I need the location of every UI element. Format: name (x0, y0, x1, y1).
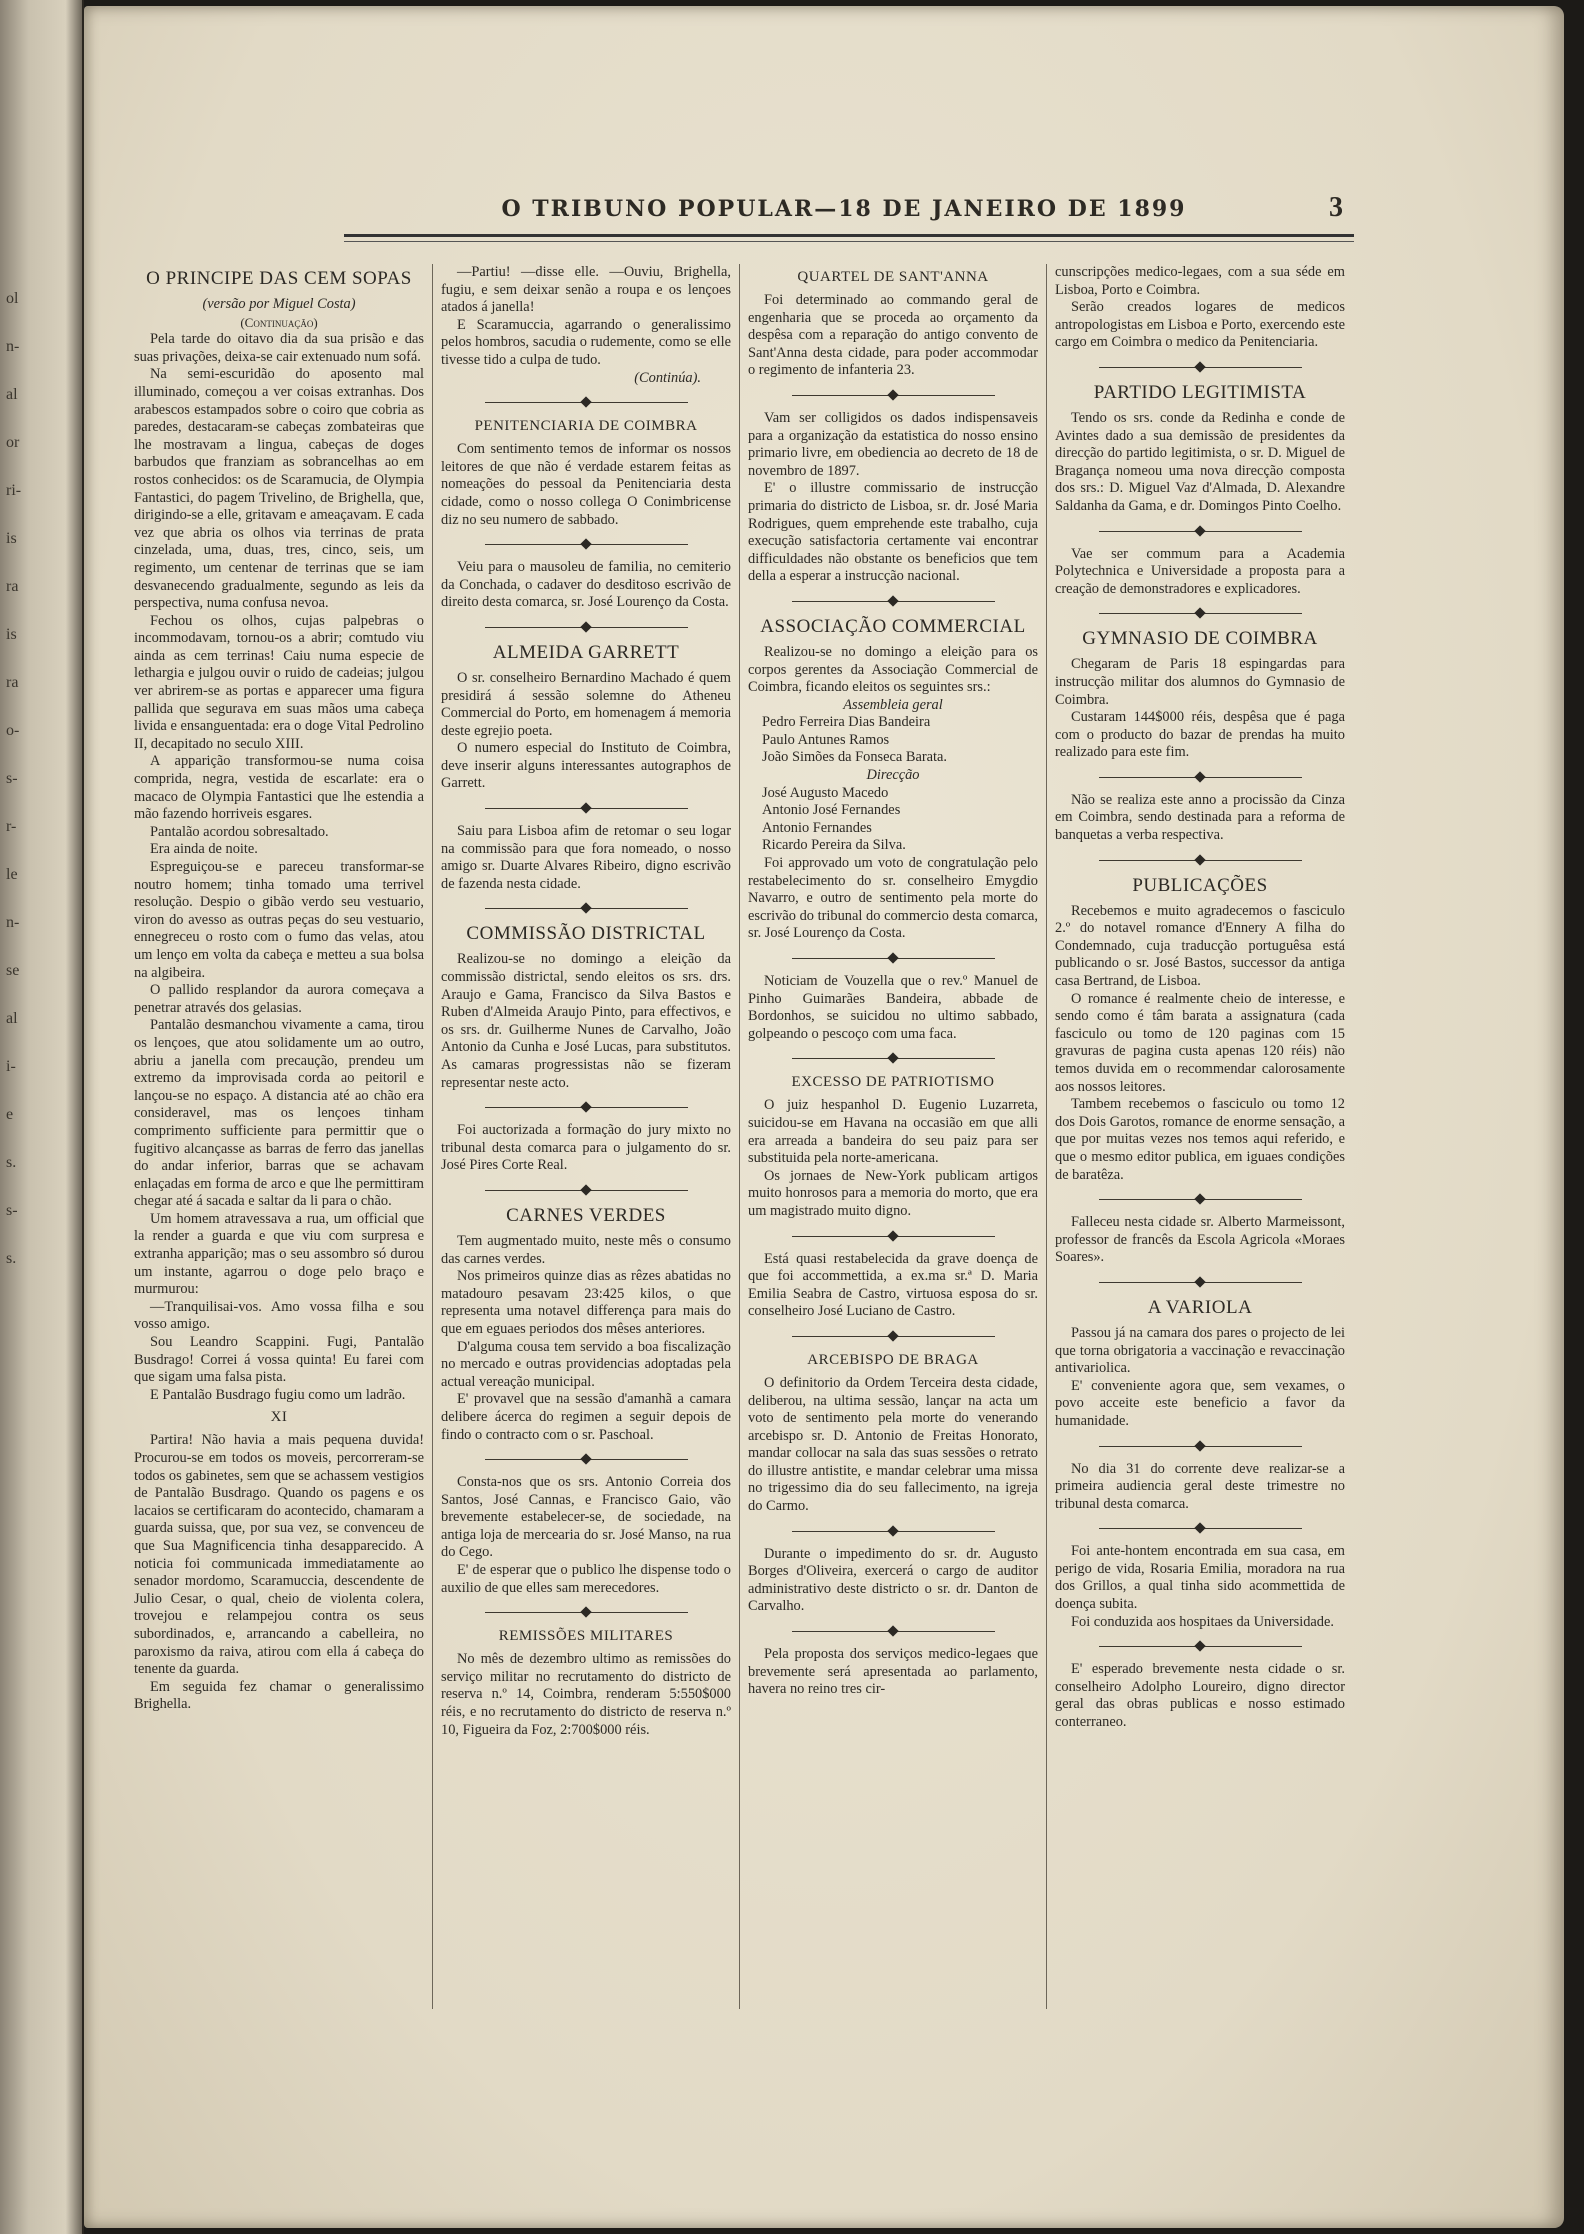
column-4 (1055, 264, 1345, 1732)
newspaper-page (84, 6, 1564, 2228)
section-divider (792, 596, 995, 606)
section-heading: EXCESSO DE PATRIOTISMO (791, 1074, 995, 1091)
paragraph: Um homem atravessava a rua, um official que la render a guarda e que viu com surpresa e extranha apparição; mas o seu assombro só durou um instante, agarrou o doge pelo braço e murmurou: (134, 1210, 424, 1298)
section-heading: COMMISSÃO DISTRICTAL (466, 923, 706, 945)
facing-page-fragment: is (6, 626, 17, 643)
column-2 (441, 264, 731, 1739)
paragraph: O definitorio da Ordem Terceira desta cidade, deliberou, na ultima sessão, lançar na acta um voto de sentimento pela morte do venerando arcebispo sr. D. Antonio de Freitas Honorato, mandar collocar na sala das suas sessões o retrato do illustre antistite, e mandar celebrar uma missa no trigessimo dia do seu fallecimento, na igreja do Carmo. (748, 1374, 1038, 1515)
paragraph: Vam ser colligidos os dados indispensaveis para a organização da estatistica do nosso ensino primario livre, em obediencia ao decreto de 18 de novembro de 1897. (748, 409, 1038, 479)
subheading: Assembleia geral (843, 696, 943, 713)
facing-page-fragment: or (6, 434, 20, 451)
paragraph: O romance é realmente cheio de interesse, e sendo como é tâm barata a assignatura (cada fasciculo ou tomo de 120 paginas com 15 gravuras de pagina custa apenas 120 réis) não temos duvida em o recommendar calorosamente aos nossos leitores. (1055, 990, 1345, 1095)
article-title: O PRINCIPE DAS CEM SOPAS (146, 268, 412, 289)
facing-page-edge (0, 0, 84, 2234)
paragraph: O numero especial do Instituto de Coimbra, deve inserir alguns interessantes autographos de Garrett. (441, 740, 731, 792)
section-divider (1099, 526, 1302, 536)
direccao-names (748, 785, 1038, 855)
subheading: Direcção (866, 767, 920, 784)
paragraph: Passou já na camara dos pares o projecto de lei que torna obrigatoria a vaccinação e revaccinação antivariolica. (1055, 1324, 1345, 1377)
continua-note: (Continúa). (634, 369, 701, 386)
section-divider (792, 1231, 995, 1241)
member-name: Antonio José Fernandes (762, 802, 901, 819)
paragraph: Pela proposta dos serviços medico-legaes que brevemente será apresentada ao parlamento, havera no reino tres cir- (748, 1646, 1038, 1698)
facing-page-fragment: al (6, 1010, 18, 1027)
paragraph: Pela tarde do oitavo dia da sua prisão e das suas privações, deixa-se cair extenuado num sofá. (134, 331, 424, 365)
paragraph: Não se realiza este anno a procissão da Cinza em Coimbra, sendo destinada para a reforma de banquetas a verba respectiva. (1055, 791, 1345, 844)
section-divider (485, 539, 688, 549)
paragraph: Tambem recebemos o fasciculo ou tomo 12 dos Dois Garotos, romance de enorme sensação, a que por muitas vezes nos temos aqui referido, e que o mesmo editor publica, em iguaes condições de baratêza. (1055, 1096, 1345, 1183)
paragraph: Tendo os srs. conde da Redinha e conde de Avintes dado a sua demissão de presidentes da direcção do partido legitimista, o sr. D. Miguel de Bragança nomeou uma nova direcção composta dos srs.: D. Miguel Vaz d'Almada, D. Alexandre Saldanha da Gama, e dr. Domingos Pinto Coelho. (1055, 409, 1345, 514)
section-divider (485, 903, 688, 913)
paragraph: Nos primeiros quinze dias as rêzes abatidas no matadouro pesavam 23:425 kilos, o que representa uma notavel differença para mais do que em eguaes periodos dos mêses anteriores. (441, 1268, 731, 1337)
paragraph: Recebemos e muito agradecemos o fasciculo 2.º do notavel romance d'Ennery A filha do Condemnado, cuja traducção portuguêsa está publicando o sr. José Bastos, successor da antiga casa Bertrand, de Lisboa. (1055, 902, 1345, 990)
paragraph: Veiu para o mausoleu de familia, no cemiterio da Conchada, o cadaver do desditoso escrivão de direito desta comarca, sr. José Lourenço da Costa. (441, 559, 731, 611)
paragraph: Foi conduzida aos hospitaes da Universidade. (1071, 1613, 1334, 1630)
paragraph: Está quasi restabelecida da grave doença de que foi accommettida, a ex.ma sr.ª D. Maria Emilia Seabra de Castro, virtuosa esposa do sr. conselheiro José Luciano de Castro. (748, 1250, 1038, 1320)
paragraph: E' provavel que na sessão d'amanhã a camara delibere ácerca do regimen a seguir depois de findo o contracto com o sr. Paschoal. (441, 1391, 731, 1443)
member-name: José Augusto Macedo (762, 784, 889, 801)
facing-page-fragment: e (6, 1106, 14, 1123)
facing-page-fragment: s. (6, 1154, 17, 1171)
facing-page-fragment: ra (6, 578, 19, 595)
paragraph: E' de esperar que o publico lhe dispense todo o auxilio de que elles sam merecedores. (441, 1562, 731, 1596)
column-separator (1046, 264, 1047, 2009)
column-3 (748, 264, 1038, 1699)
section-divider (792, 1626, 995, 1636)
paragraph: O sr. conselheiro Bernardino Machado é quem presidirá á sessão solemne do Atheneu Commercial do Porto, em homenagem á memoria deste egrejio poeta. (441, 669, 731, 739)
section-heading: GYMNASIO DE COIMBRA (1082, 628, 1318, 650)
section-heading: ASSOCIAÇÃO COMMERCIAL (760, 615, 1026, 637)
paragraph: Espreguiçou-se e pareceu transformar-se noutro homem; tinha tomado uma terrivel resolução. Despio o gibão verdo seu vestuario, viron do avesso as outras peças do seu vestuario, ennegreceu o rosto com o fumo das velas, atou um lenço em volta da cabeça e metteu a sua bolsa na algibeira. (134, 859, 424, 981)
paragraph: Tem augmentado muito, neste mês o consumo das carnes verdes. (441, 1232, 731, 1267)
paragraph: —Partiu! —disse elle. —Ouviu, Brighella, fugiu, e sem deixar senão a roupa e os lençoes atados á janella! (441, 264, 731, 316)
section-divider (792, 1053, 995, 1063)
paragraph: No dia 31 do corrente deve realizar-se a primeira audiencia geral deste trimestre no tribunal desta comarca. (1055, 1460, 1345, 1512)
section-heading: ALMEIDA GARRETT (492, 641, 680, 663)
section-heading: CARNES VERDES (506, 1204, 666, 1226)
paragraph: Pantalão acordou sobresaltado. (150, 823, 329, 840)
section-divider (1099, 1194, 1302, 1204)
paragraph: Falleceu nesta cidade sr. Alberto Marmeissont, professor de francês da Escola Agricola «Moraes Soares». (1055, 1214, 1345, 1266)
paragraph: O juiz hespanhol D. Eugenio Luzarreta, suicidou-se em Havana na occasião em que alli era arreada a bandeira do seu paiz para ser substituida pela norte-americana. (748, 1097, 1038, 1167)
paragraph: Partira! Não havia a mais pequena duvida! Procurou-se em todos os moveis, percorreram-se todos os gabinetes, sem que se achassem vestigios de Pantalão Busdrago. Quando os pagens e os lacaios se certificaram do acontecido, chamaram a guarda suissa, que, por sua vez, se convenceu de que Sua Magnificencia tinha desapparecido. A noticia foi communicada immediatamente ao senador mordomo, Scaramuccia, descendente de Julio Cesar, o qual, cheio de violenta colera, trovejou e relampejou contra os seus subordinados, e, arrancando a cabelleira, no paroxismo da raiva, atirou com ella á cabeça do tenente da guarda. (134, 1432, 424, 1678)
paragraph: Realizou-se no domingo a eleição para os corpos gerentes da Associação Commercial de Coimbra, ficando eleitos os seguintes srs.: (748, 643, 1038, 696)
facing-page-fragment: n- (6, 338, 20, 355)
facing-page-fragment: ri- (6, 482, 22, 499)
facing-page-fragment: s- (6, 770, 18, 787)
facing-page-fragment: s- (6, 1202, 18, 1219)
section-divider (485, 1102, 688, 1112)
paragraph: Fechou os olhos, cujas palpebras o incommodavam, tornou-os a abrir; comtudo viu ainda as cem terrinas! Caiu numa especie de lethargia e julgou ouvir o ruido de cadeias; julgou ver abrirem-se as portas e apparecer uma figura pallida que segurava em suas mãos uma cabeça livida e ensanguentada: era o doge Vital Pedrolino II, decapitado no seculo XIII. (134, 612, 424, 752)
column-separator (739, 264, 740, 2009)
section-divider (1099, 608, 1302, 618)
facing-page-fragment: le (6, 866, 18, 883)
section-divider (792, 953, 995, 963)
section-divider (1099, 772, 1302, 782)
facing-page-fragment: s. (6, 1250, 17, 1267)
paragraph: Serão creados logares de medicos antropologistas em Lisboa e Porto, exercendo este cargo em Coimbra o medico da Penitenciaria. (1055, 299, 1345, 351)
section-divider (1099, 855, 1302, 865)
section-divider (485, 622, 688, 632)
facing-page-fragment: ol (6, 290, 19, 307)
facing-page-fragment: i- (6, 1058, 16, 1075)
section-divider (1099, 1641, 1302, 1651)
facing-page-fragment: r- (6, 818, 17, 835)
section-heading: A VARIOLA (1147, 1296, 1253, 1318)
paragraph: A apparição transformou-se numa coisa comprida, negra, vestida de escarlate: era o macaco de Olympia Fantastici que lhe estendia a mão fazendo horriveis esgares. (134, 753, 424, 823)
paragraph: Foi determinado ao commando geral de engenharia que se proceda ao orçamento da despêsa com a reparação do antigo convento de Sant'Anna desta cidade, para poder accommodar o regimento de infanteria 23. (748, 292, 1038, 379)
facing-page-fragment: n- (6, 914, 20, 931)
paragraph: Foi ante-hontem encontrada em sua casa, em perigo de vida, Rosaria Emilia, moradora na rua dos Grillos, a qual tinha sido acommettida de doença subita. (1055, 1543, 1345, 1613)
section-divider (792, 1526, 995, 1536)
member-name: João Simões da Fonseca Barata. (762, 749, 948, 766)
paragraph: Em seguida fez chamar o generalissimo Brighella. (134, 1678, 424, 1713)
paragraph: Custaram 144$000 réis, despêsa que é paga com o producto do bazar de prendas ha muito realizado para este fim. (1055, 709, 1345, 761)
paragraph: Consta-nos que os srs. Antonio Correia dos Santos, José Cannas, e Francisco Gaio, vão brevemente estabelecer-se, de sociedade, na antiga loja de mercearia do sr. José Manso, na rua do Cego. (441, 1474, 731, 1561)
facing-page-fragment: ra (6, 674, 19, 691)
section-divider (792, 1331, 995, 1341)
paragraph: Foi approvado um voto de congratulação pelo restabelecimento do sr. conselheiro Emygdio Navarro, e outro de sentimento pela morte do escrivão do tribunal do commercio desta comarca, sr. José Lourenço da Costa. (748, 855, 1038, 942)
section-heading: PUBLICAÇÕES (1132, 874, 1268, 896)
member-name: Antonio Fernandes (762, 819, 872, 836)
section-divider (1099, 1523, 1302, 1533)
section-heading: ARCEBISPO DE BRAGA (807, 1351, 979, 1368)
paragraph: Era ainda de noite. (150, 841, 258, 858)
paragraph: E Scaramuccia, agarrando o generalissimo pelos hombros, sacudia o rudemente, como se elle tivesse tido a culpa de tudo. (441, 316, 731, 368)
paragraph: O pallido resplandor da aurora começava a penetrar através dos gelasias. (134, 982, 424, 1016)
section-heading: QUARTEL DE SANT'ANNA (797, 269, 989, 285)
byline: (versão por Miguel Costa) (202, 296, 356, 312)
paragraph: Durante o impedimento do sr. dr. Augusto Borges d'Oliveira, exercerá o cargo de auditor administrativo deste districto o sr. dr. Danton de Carvalho. (748, 1545, 1038, 1615)
paragraph: Noticiam de Vouzella que o rev.º Manuel de Pinho Guimarães Bandeira, abbade de Bordonhos, se suicidou no ultimo sabbado, golpeando o pescoço com uma faca. (748, 973, 1038, 1042)
member-name: Ricardo Pereira da Silva. (762, 837, 906, 854)
section-divider (792, 390, 995, 400)
column-1 (134, 264, 424, 1714)
paragraph: No mês de dezembro ultimo as remissões do serviço militar no recrutamento do districto de reserva n.º 14, Coimbra, renderam 5:550$000 réis, e no recrutamento do districto de reserva n.º 10, Figueira da Foz, 2:700$000 réis. (441, 1651, 731, 1738)
facing-page-fragment: se (6, 962, 20, 979)
paragraph: Na semi-escuridão do aposento mal illuminado, começou a ver coisas extranhas. Dos arabescos estampados sobre o coiro que cobria as paredes, destacaram-se cabeças zombateiras que lhe mostravam a lingua, cabeças de doges barbudos que franziam as sobrancelhas ao em rostos conhecidos: os de Scaramucia, de Olympia Fantastici, do pagem Trivelino, de Brighella, que, dirigindo-se a elle, gritavam e ameaçavam. E cada vez que abria os olhos via terrinas de prata cinzelada, uma, duas, tres, cinco, seis, um regimento, um centenar de terrinas que se iam desvanecendo gradualmente, segundo as leis da perspectiva, numa confusa nevoa. (134, 366, 424, 612)
paragraph: Sou Leandro Scappini. Fugi, Pantalão Busdrago! Correi á vossa quinta! Eu farei com que sigam uma falsa pista. (134, 1334, 424, 1386)
section-divider (485, 1185, 688, 1195)
facing-page-fragment: is (6, 530, 17, 547)
masthead: O TRIBUNO POPULAR—18 DE JANEIRO DE 1899 (501, 196, 1187, 222)
chapter-heading: XI (270, 1409, 288, 1426)
header-rule (344, 234, 1354, 242)
section-divider (485, 1607, 688, 1617)
paragraph: cunscripções medico-legaes, com a sua séde em Lisboa, Porto e Coimbra. (1055, 264, 1345, 298)
paragraph: Foi auctorizada a formação do jury mixto no tribunal desta comarca para o julgamento do sr. José Pires Corte Real. (441, 1122, 731, 1174)
section-heading: REMISSÕES MILITARES (498, 1628, 674, 1645)
member-name: Pedro Ferreira Dias Bandeira (762, 714, 931, 731)
paragraph: E' conveniente agora que, sem vexames, o povo acceite este beneficio a favor da humanidade. (1055, 1377, 1345, 1429)
section-heading: PARTIDO LEGITIMISTA (1093, 381, 1307, 403)
continuation-note: (Continuação) (240, 314, 318, 330)
paragraph: E Pantalão Busdrago fugiu como um ladrão. (150, 1386, 406, 1403)
facing-page-fragment: o- (6, 722, 20, 739)
paragraph: Os jornaes de New-York publicam artigos muito honrosos para a memoria do morto, que era um magistrado muito digno. (748, 1167, 1038, 1219)
section-divider (1099, 1441, 1302, 1451)
section-divider (485, 803, 688, 813)
paragraph: E' o illustre commissario de instrucção primaria do districto de Lisboa, sr. dr. José Maria Rodrigues, quem emprehende este trabalho, cuja execução satisfactoria certamente vai encontrar difficuldades não obstante os beneficios que tem della a esperar a instrucção nacional. (748, 480, 1038, 585)
paragraph: Realizou-se no domingo a eleição da commissão districtal, sendo eleitos os srs. drs. Araujo e Gama, Francisco da Silva Bastos e Ruben d'Almeida Araujo Pinto, para effectivos, e os srs. dr. Guilherme Nunes de Carvalho, João Antonio da Cunha e José Lucas, para substitutos. As camaras progressistas não se fizeram representar neste acto. (441, 951, 731, 1091)
section-divider (485, 397, 688, 407)
section-divider (485, 1454, 688, 1464)
column-separator (432, 264, 433, 2009)
facing-page-fragment: al (6, 386, 18, 403)
section-heading: PENITENCIARIA DE COIMBRA (474, 418, 698, 435)
paragraph: Saiu para Lisboa afim de retomar o seu logar na commissão para que fora nomeado, o nosso amigo sr. Duarte Alvares Ribeiro, digno escrivão de fazenda nesta cidade. (441, 823, 731, 892)
paragraph: Pantalão desmanchou vivamente a cama, tirou os lençoes, que atou solidamente um ao outro, abriu a janella com precaução, prendeu um extremo da improvisada corda ao peitoril e lançou-se no espaço. A distancia até ao chão era consideravel, mas os lençoes tinham comprimento sufficiente para permittir que o fugitivo alcançasse as barras de ferro das janellas do andar inferior, barras que se achavam enlaçadas em forma de arco e que lhe permittiram chegar até á sacada e saltar da li para o chão. (134, 1017, 424, 1210)
paragraph: Chegaram de Paris 18 espingardas para instrucção militar dos alumnos do Gymnasio de Coimbra. (1055, 656, 1345, 708)
page-number: 3 (1329, 192, 1343, 223)
member-name: Paulo Antunes Ramos (762, 731, 890, 748)
paragraph: —Tranquilisai-vos. Amo vossa filha e sou vosso amigo. (134, 1298, 424, 1333)
paragraph: Com sentimento temos de informar os nossos leitores de que não é verdade estarem feitas as nomeações do pessoal da Penitenciaria desta cidade, como o nosso collega O Conimbricense diz no seu numero de sabbado. (441, 441, 731, 528)
paragraph: D'alguma cousa tem servido a boa fiscalização no mercado e outras providencias adoptadas pela actual vereação municipal. (441, 1338, 731, 1390)
section-divider (1099, 362, 1302, 372)
paragraph: Vae ser commum para a Academia Polytechnica e Universidade a proposta para a creação de demonstradores e explicadores. (1055, 545, 1345, 597)
paragraph: E' esperado brevemente nesta cidade o sr. conselheiro Adolpho Loureiro, digno director geral das obras publicas e nosso estimado conterraneo. (1055, 1661, 1345, 1731)
section-divider (1099, 1277, 1302, 1287)
assembleia-names (748, 714, 1038, 767)
